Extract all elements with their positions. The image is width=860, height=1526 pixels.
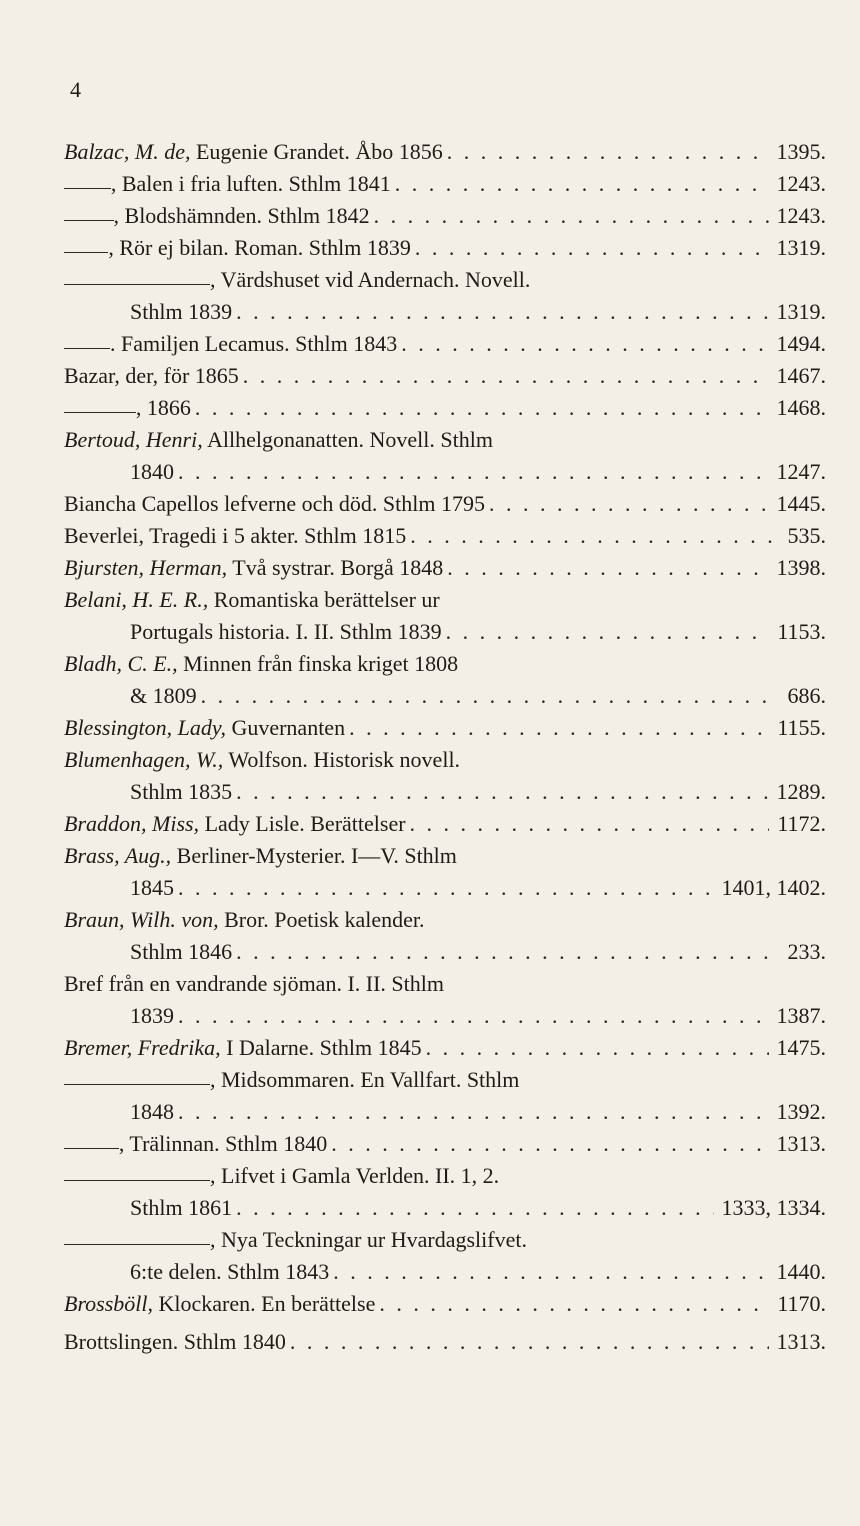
entry-text: , Blodshämnden. Sthlm 1842 [113, 203, 370, 228]
catalog-entry [64, 552, 826, 584]
catalog-entry [64, 584, 826, 648]
catalog-entry [64, 1326, 826, 1358]
entry-line [64, 808, 826, 840]
entry-line [64, 1064, 826, 1096]
entry-line [64, 424, 826, 456]
entry-number: 1333, 1334. [721, 1195, 826, 1220]
entry-author: Brossböll, [64, 1291, 154, 1316]
entry-number: 1392. [776, 1099, 826, 1124]
entry-text: Brottslingen. Sthlm 1840 [64, 1329, 286, 1354]
entry-text: Beverlei, Tragedi i 5 akter. Sthlm 1815 [64, 523, 407, 548]
catalog-entry [64, 744, 826, 808]
entry-author: Bladh, C. E., [64, 651, 178, 676]
entry-text: Två systrar. Borgå 1848 [227, 555, 444, 580]
entry-number: 535. [787, 523, 826, 548]
entry-line [64, 456, 826, 488]
entry-text: Eugenie Grandet. Åbo 1856 [190, 139, 443, 164]
entry-text: 6:te delen. Sthlm 1843 [130, 1259, 330, 1284]
dot-leader [443, 136, 769, 168]
entry-text: , Värdshuset vid Andernach. Novell. [210, 267, 531, 292]
ditto-dash [64, 412, 136, 413]
entry-line [64, 1032, 826, 1064]
entry-text: , Trälinnan. Sthlm 1840 [118, 1131, 328, 1156]
catalog-entry [64, 648, 826, 712]
entry-author: Bjursten, Herman, [64, 555, 228, 580]
entry-text: Sthlm 1835 [130, 779, 233, 804]
entry-line [64, 1096, 826, 1128]
entry-line [64, 1224, 826, 1256]
catalog-entry [64, 200, 826, 232]
entry-text: Bazar, der, för 1865 [64, 363, 239, 388]
dot-leader [232, 936, 779, 968]
dot-leader [443, 552, 768, 584]
dot-leader [397, 328, 768, 360]
entry-line [64, 328, 826, 360]
dot-leader [174, 872, 714, 904]
entry-line [64, 1192, 826, 1224]
entry-text: & 1809 [130, 683, 197, 708]
entry-number: 1445. [776, 491, 826, 516]
dot-leader [327, 1128, 768, 1160]
dot-leader [422, 1032, 769, 1064]
dot-leader [345, 712, 769, 744]
dot-leader [286, 1326, 769, 1358]
entry-author: Balzac, M. de, [64, 139, 191, 164]
entry-author: Brass, Aug., [64, 843, 172, 868]
entry-line [64, 1128, 826, 1160]
entry-number: 1243. [776, 203, 826, 228]
dot-leader [197, 680, 780, 712]
entry-text: Klockaren. En berättelse [153, 1291, 376, 1316]
entry-text: Sthlm 1861 [130, 1195, 233, 1220]
entry-author: Blessington, Lady, [64, 715, 226, 740]
entry-line [64, 488, 826, 520]
entry-text: , Nya Teckningar ur Hvardagslifvet. [210, 1227, 527, 1252]
catalog-entry [64, 264, 826, 328]
entry-line [64, 520, 826, 552]
dot-leader [411, 232, 769, 264]
dot-leader [191, 392, 769, 424]
entry-line [64, 872, 826, 904]
entry-author: Braddon, Miss, [64, 811, 200, 836]
entry-line [64, 360, 826, 392]
dot-leader [375, 1288, 769, 1320]
entry-line [64, 200, 826, 232]
ditto-dash [64, 348, 110, 349]
ditto-dash [64, 1148, 119, 1149]
catalog-entry [64, 1160, 826, 1224]
catalog-entry [64, 1032, 826, 1064]
entry-line [64, 168, 826, 200]
entry-text: Berliner-Mysterier. I—V. Sthlm [171, 843, 457, 868]
entry-line [64, 936, 826, 968]
entry-line [64, 584, 826, 616]
dot-leader [232, 776, 768, 808]
entry-line [64, 232, 826, 264]
entry-text: Bror. Poetisk kalender. [218, 907, 425, 932]
entry-number: 1247. [776, 459, 826, 484]
entry-text: , Midsommaren. En Vallfart. Sthlm [210, 1067, 520, 1092]
entry-line [64, 552, 826, 584]
dot-leader [232, 296, 768, 328]
entry-line [64, 264, 826, 296]
entry-text: Guvernanten [225, 715, 346, 740]
dot-leader [239, 360, 769, 392]
entry-text: 1839 [130, 1003, 174, 1028]
catalog-entry [64, 136, 826, 168]
entry-text: . Familjen Lecamus. Sthlm 1843 [110, 331, 398, 356]
catalog-entry [64, 968, 826, 1032]
entry-line [64, 776, 826, 808]
entry-number: 1172. [777, 811, 826, 836]
entry-author: Braun, Wilh. von, [64, 907, 219, 932]
entry-number: 1319. [776, 299, 826, 324]
dot-leader [174, 1096, 769, 1128]
entry-text: , Balen i fria luften. Sthlm 1841 [110, 171, 391, 196]
entry-author: Blumenhagen, W., [64, 747, 224, 772]
entry-number: 1313. [776, 1329, 826, 1354]
entry-text: Wolfson. Historisk novell. [223, 747, 461, 772]
entry-line [64, 392, 826, 424]
entry-line [64, 648, 826, 680]
dot-leader [442, 616, 770, 648]
entry-text: , Rör ej bilan. Roman. Sthlm 1839 [108, 235, 411, 260]
page-number: 4 [70, 77, 81, 102]
catalog-entry [64, 712, 826, 744]
catalog-entry [64, 424, 826, 488]
entry-text: , 1866 [135, 395, 191, 420]
entry-text: 1840 [130, 459, 174, 484]
ditto-dash [64, 188, 111, 189]
catalog-entry [64, 1064, 826, 1128]
entry-text: 1848 [130, 1099, 174, 1124]
dot-leader [232, 1192, 713, 1224]
entry-line [64, 1326, 826, 1358]
entry-number: 1170. [777, 1291, 826, 1316]
entry-text: Bref från en vandrande sjöman. I. II. Sthlm [64, 971, 444, 996]
catalog-entry [64, 1128, 826, 1160]
entry-text: I Dalarne. Sthlm 1845 [220, 1035, 422, 1060]
catalog-entry [64, 360, 826, 392]
dot-leader [370, 200, 769, 232]
entry-text: Lady Lisle. Berättelser [199, 811, 406, 836]
entry-number: 1395. [776, 139, 826, 164]
entry-text: , Lifvet i Gamla Verlden. II. 1, 2. [210, 1163, 500, 1188]
entry-line [64, 1000, 826, 1032]
entry-number: 1387. [776, 1003, 826, 1028]
entry-number: 1494. [776, 331, 826, 356]
catalog-entry [64, 840, 826, 904]
entry-text: Sthlm 1846 [130, 939, 233, 964]
entry-text: Sthlm 1839 [130, 299, 233, 324]
entry-line [64, 712, 826, 744]
ditto-dash [64, 220, 114, 221]
entry-number: 1475. [776, 1035, 826, 1060]
entry-text: Minnen från finska kriget 1808 [177, 651, 459, 676]
entry-number: 1153. [777, 619, 826, 644]
ditto-dash [64, 284, 210, 285]
catalog-entry [64, 1288, 826, 1320]
ditto-dash [64, 252, 108, 253]
entry-text: Biancha Capellos lefverne och död. Sthlm 1795 [64, 491, 485, 516]
entry-author: Bertoud, Henri, [64, 427, 203, 452]
catalog-entry [64, 808, 826, 840]
dot-leader [391, 168, 769, 200]
entry-number: 1289. [776, 779, 826, 804]
entry-number: 1155. [777, 715, 826, 740]
entry-number: 1243. [776, 171, 826, 196]
entry-line [64, 136, 826, 168]
entry-line [64, 680, 826, 712]
entry-number: 233. [787, 939, 826, 964]
entry-line [64, 1256, 826, 1288]
entry-line [64, 744, 826, 776]
entry-number: 1398. [776, 555, 826, 580]
catalog-entry [64, 520, 826, 552]
entry-line [64, 840, 826, 872]
dot-leader [406, 808, 770, 840]
entry-text: Portugals historia. I. II. Sthlm 1839 [130, 619, 442, 644]
entry-line [64, 296, 826, 328]
entry-number: 686. [787, 683, 826, 708]
catalog-entry [64, 1224, 826, 1288]
catalog-entry [64, 168, 826, 200]
entry-line [64, 1160, 826, 1192]
entry-author: Bremer, Fredrika, [64, 1035, 221, 1060]
dot-leader [329, 1256, 768, 1288]
ditto-dash [64, 1180, 210, 1181]
catalog-entry [64, 232, 826, 264]
entry-number: 1467. [776, 363, 826, 388]
catalog-entry [64, 392, 826, 424]
entry-number: 1319. [776, 235, 826, 260]
entry-line [64, 616, 826, 648]
catalog-entries [64, 136, 826, 1358]
dot-leader [406, 520, 779, 552]
entry-number: 1468. [776, 395, 826, 420]
entry-text: Romantiska berättelser ur [208, 587, 440, 612]
entry-text: 1845 [130, 875, 174, 900]
dot-leader [174, 1000, 769, 1032]
entry-number: 1401, 1402. [721, 875, 826, 900]
entry-number: 1313. [776, 1131, 826, 1156]
catalog-entry [64, 328, 826, 360]
entry-line [64, 904, 826, 936]
catalog-entry [64, 488, 826, 520]
entry-number: 1440. [776, 1259, 826, 1284]
entry-author: Belani, H. E. R., [64, 587, 209, 612]
entry-line [64, 968, 826, 1000]
dot-leader [174, 456, 769, 488]
ditto-dash [64, 1084, 210, 1085]
ditto-dash [64, 1244, 210, 1245]
entry-line [64, 1288, 826, 1320]
entry-text: Allhelgonanatten. Novell. Sthlm [202, 427, 493, 452]
catalog-entry [64, 904, 826, 968]
dot-leader [485, 488, 769, 520]
